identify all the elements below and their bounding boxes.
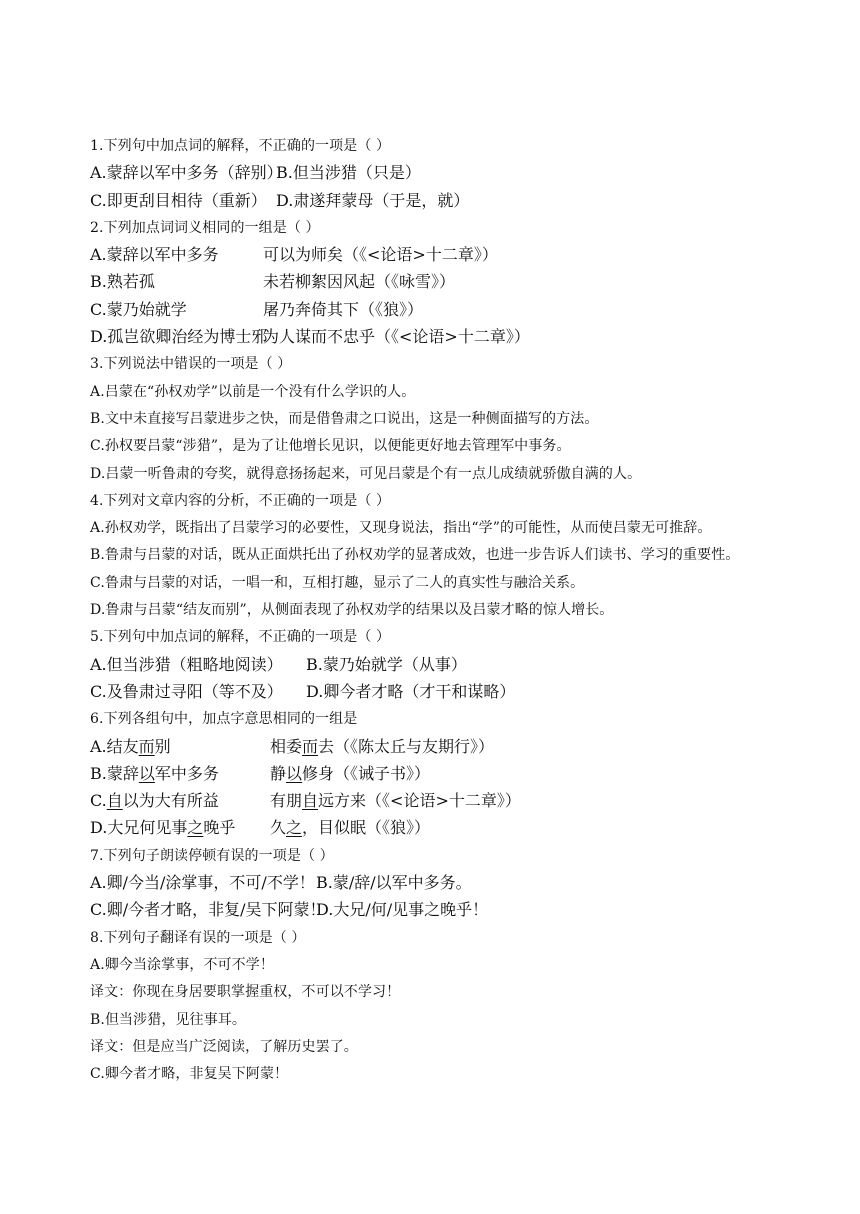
option-a-left: A.结友而别 xyxy=(90,736,171,756)
option-b: B.文中未直接写吕蒙进步之快，而是借鲁肃之口说出，这是一种侧面描写的方法。 xyxy=(90,410,599,427)
dotted-word: 而 xyxy=(138,736,155,756)
question-list xyxy=(90,133,790,1088)
option-d: D.大兄/何/见事之晚乎！ xyxy=(316,900,489,920)
question-stem: 3.下列说法中错误的一项是（ ） xyxy=(90,356,292,373)
option-d: D.肃遂拜蒙母（于是，就） xyxy=(276,190,470,210)
translation-b: 译文：但是应当广泛阅读，了解历史罢了。 xyxy=(90,1038,358,1055)
option-row xyxy=(90,679,790,706)
dotted-word: 自 xyxy=(302,791,319,811)
option-d: D.卿今者才略（才干和谋略） xyxy=(306,681,516,701)
option-c: C.即更刮目相待（重新） xyxy=(90,190,267,210)
question-stem: 2.下列加点词词义相同的一组是（ ） xyxy=(90,219,320,236)
dotted-word: 之 xyxy=(286,818,303,838)
option-row xyxy=(90,897,790,924)
option-a-right: 可以为师矣（《<论语>十二章》） xyxy=(263,245,498,265)
option-row xyxy=(90,761,790,788)
option-a: A.但当涉猎（粗略地阅读） xyxy=(90,654,283,674)
option-b-left: B.熟若孤 xyxy=(90,272,155,292)
translation-a: 译文：你现在身居要职掌握重权，不可以不学习！ xyxy=(90,984,401,1001)
option-row xyxy=(90,734,790,761)
option-a: A.卿/今当/涂掌事，不可/不学！ xyxy=(90,873,315,893)
question-stem: 7.下列句子朗读停顿有误的一项是（ ） xyxy=(90,847,334,864)
option-c: C.孙权要吕蒙“涉猎”，是为了让他增长见识，以便能更好地去管理军中事务。 xyxy=(90,438,571,455)
option-b: B.但当涉猎（只是） xyxy=(276,163,421,183)
option-d: D.吕蒙一听鲁肃的夸奖，就得意扬扬起来，可见吕蒙是个有一点儿成绩就骄傲自满的人。 xyxy=(90,465,642,482)
dotted-word: 以 xyxy=(138,763,155,783)
option-row xyxy=(90,788,790,815)
option-a: A.卿今当涂掌事，不可不学！ xyxy=(90,956,274,973)
option-row xyxy=(90,324,790,351)
option-b-right: 未若柳絮因风起（《咏雪》） xyxy=(263,272,456,292)
option-row xyxy=(90,242,790,269)
option-c: C.卿今者才略，非复吴下阿蒙！ xyxy=(90,1066,289,1083)
option-b: B.鲁肃与吕蒙的对话，既从正面烘托出了孙权劝学的显著成效，也进一步告诉人们读书、学习的重要性。 xyxy=(90,547,740,564)
question-stem: 4.下列对文章内容的分析，不正确的一项是（ ） xyxy=(90,492,391,509)
question-stem: 8.下列句子翻译有误的一项是（ ） xyxy=(90,929,306,946)
option-d-right: 久之，目似眠（《狼》） xyxy=(270,818,431,838)
dotted-word: 之 xyxy=(187,818,204,838)
option-a: A.孙权劝学，既指出了吕蒙学习的必要性，又现身说法，指出“学”的可能性，从而使吕蒙无可推辞。 xyxy=(90,520,712,537)
question-stem: 1.下列句中加点词的解释，不正确的一项是（ ） xyxy=(90,138,391,154)
option-c: C.及鲁肃过寻阳（等不及） xyxy=(90,681,283,701)
option-c-left: C.自以为大有所益 xyxy=(90,791,219,811)
option-b-right: 静以修身（《诫子书》） xyxy=(270,763,431,783)
option-row xyxy=(90,652,790,679)
dotted-word: 以 xyxy=(286,763,303,783)
option-b: B.蒙/辞/以军中多务。 xyxy=(316,873,472,893)
option-a-left: A.蒙辞以军中多务 xyxy=(90,245,219,265)
option-c-right: 屠乃奔倚其下（《狼》） xyxy=(263,299,424,319)
question-stem: 5.下列句中加点词的解释，不正确的一项是（ ） xyxy=(90,629,391,646)
option-c-left: C.蒙乃始就学 xyxy=(90,299,187,319)
option-c-right: 有朋自远方来（《<论语>十二章》） xyxy=(270,791,521,811)
dotted-word: 自 xyxy=(106,791,123,811)
option-a: A.蒙辞以军中多务（辞别） xyxy=(90,163,283,183)
option-b: B.但当涉猎，见往事耳。 xyxy=(90,1011,246,1028)
option-row xyxy=(90,297,790,324)
question-stem: 6.下列各组句中，加点字意思相同的一组是 xyxy=(90,711,358,728)
option-row xyxy=(90,269,790,296)
option-d-left: D.大兄何见事之晚乎 xyxy=(90,818,236,838)
option-d: D.鲁肃与吕蒙“结友而别”，从侧面表现了孙权劝学的结果以及吕蒙才略的惊人增长。 xyxy=(90,602,614,619)
option-b-left: B.蒙辞以军中多务 xyxy=(90,763,219,783)
option-a: A.吕蒙在“孙权劝学”以前是一个没有什么学识的人。 xyxy=(90,383,416,400)
option-row xyxy=(90,188,790,215)
option-a-right: 相委而去（《陈太丘与友期行》） xyxy=(270,736,495,756)
option-d-right: 为人谋而不忠乎（《<论语>十二章》） xyxy=(263,327,530,347)
option-c: C.卿/今者才略，非复/吴下阿蒙！ xyxy=(90,900,326,920)
option-row xyxy=(90,870,790,897)
option-b: B.蒙乃始就学（从事） xyxy=(306,654,467,674)
option-row xyxy=(90,815,790,842)
option-c: C.鲁肃与吕蒙的对话，一唱一和，互相打趣，显示了二人的真实性与融洽关系。 xyxy=(90,574,585,591)
option-d-left: D.孤岂欲卿治经为博士邪 xyxy=(90,327,268,347)
dotted-word: 而 xyxy=(302,736,319,756)
option-row xyxy=(90,160,790,187)
